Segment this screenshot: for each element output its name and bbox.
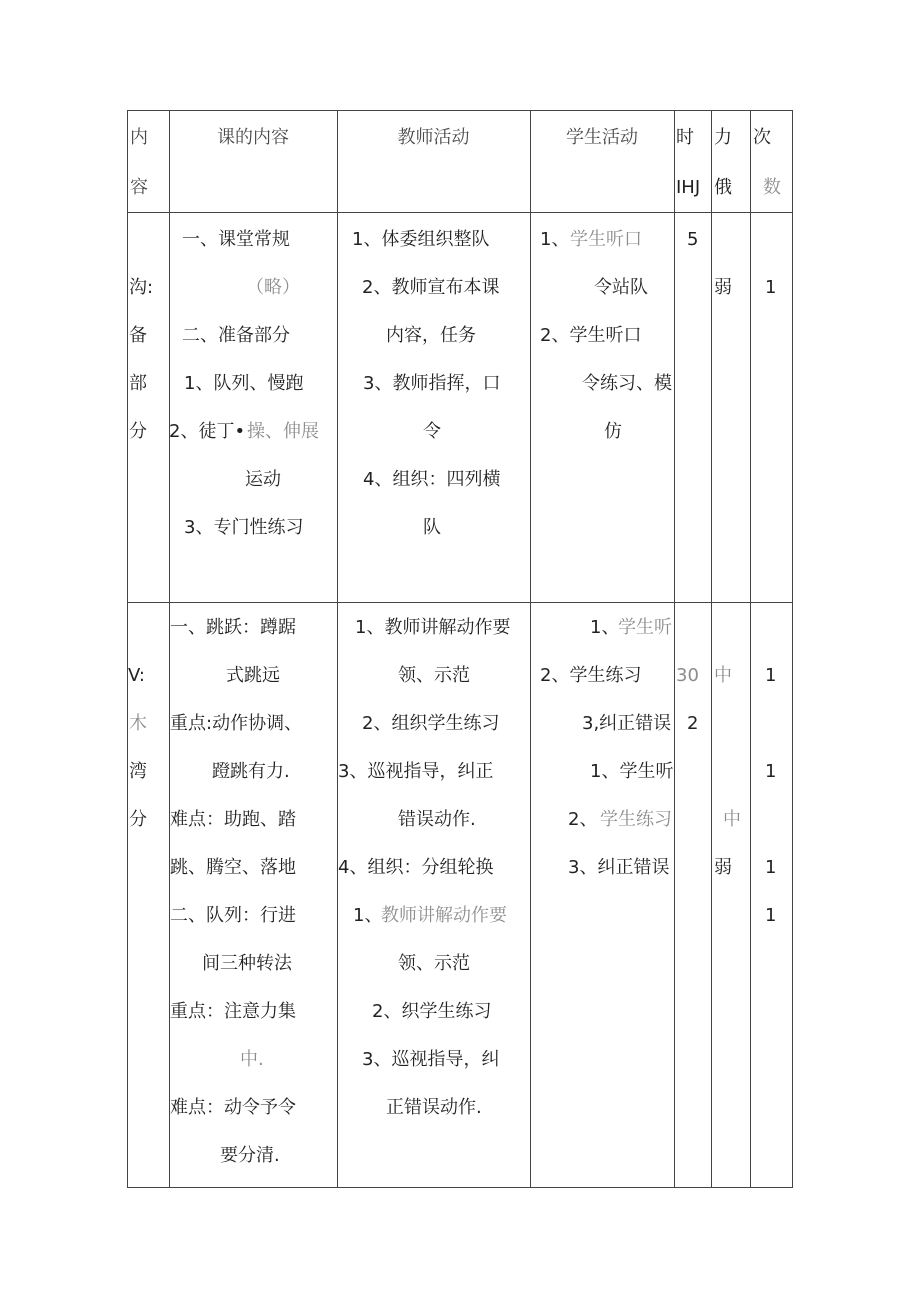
basic-count: 1 — [765, 905, 777, 926]
header-row — [127, 110, 793, 212]
basic-content-line: 一、跳跃：蹲踞 — [170, 617, 296, 638]
basic-time: 30 — [676, 665, 699, 686]
prep-section-label: 沟: — [129, 277, 154, 298]
prep-teacher-line: 1、体委组织整队 — [352, 229, 490, 250]
prep-content-line: 2、徒丁• — [169, 421, 246, 442]
header-count: 数 — [763, 177, 781, 198]
basic-count: 1 — [765, 665, 777, 686]
prep-content-line: 运动 — [245, 469, 281, 490]
basic-teacher-line: 2、织学生练习 — [372, 1001, 492, 1022]
prep-student-line: 2、学生听口 — [540, 325, 642, 346]
basic-content-line: 中. — [240, 1049, 264, 1070]
basic-content-line: 重点：注意力集 — [170, 1001, 296, 1022]
basic-teacher-line: 领、示范 — [398, 665, 470, 686]
basic-section-label: V: — [128, 665, 145, 686]
prep-content-line: （略） — [246, 277, 300, 298]
basic-teacher-line: 正错误动作. — [386, 1097, 482, 1118]
prep-content-line: 1、队列、慢跑 — [184, 373, 304, 394]
basic-student-line: 学生听 — [618, 617, 672, 638]
basic-teacher-line: 4、组织：分组轮换 — [338, 857, 494, 878]
basic-content-line: 跳、腾空、落地 — [170, 857, 296, 878]
basic-student-line: 学生练习 — [600, 809, 672, 830]
prep-content-line: 二、准备部分 — [182, 325, 290, 346]
basic-student-line: 1、学生听 — [590, 761, 674, 782]
header-section-label: 内 — [130, 127, 148, 148]
header-section-label: 容 — [130, 177, 148, 198]
header-intensity: 力 — [714, 127, 732, 148]
basic-teacher-line: 领、示范 — [398, 953, 470, 974]
header-student: 学生活动 — [566, 127, 638, 148]
basic-count: 1 — [765, 761, 777, 782]
prep-teacher-line: 4、组织：四列横 — [363, 469, 501, 490]
prep-intensity: 弱 — [714, 277, 732, 298]
header-content: 课的内容 — [217, 127, 289, 148]
basic-content-line: 式跳远 — [226, 665, 280, 686]
basic-section-label: 木 — [129, 713, 147, 734]
header-time: IHJ — [676, 177, 701, 198]
prep-teacher-line: 2、教师宣布本课 — [362, 277, 500, 298]
prep-student-line: 令站队 — [594, 277, 648, 298]
basic-content-line: 难点：助跑、踏 — [170, 809, 296, 830]
prep-content-line: 3、专门性练习 — [184, 517, 304, 538]
prep-content-line: 一、课堂常规 — [182, 229, 290, 250]
basic-teacher-line: 教师讲解动作要 — [381, 905, 507, 926]
basic-teacher-line: 2、组织学生练习 — [362, 713, 500, 734]
header-teacher: 教师活动 — [397, 127, 470, 148]
header-intensity: 俄 — [714, 177, 732, 198]
basic-content-line: 间三种转法 — [202, 953, 292, 974]
prep-count: 1 — [765, 277, 777, 298]
prep-section-label: 分 — [129, 421, 147, 442]
prep-teacher-line: 令 — [423, 421, 441, 442]
basic-teacher-line: 1、教师讲解动作要 — [355, 617, 511, 638]
prep-teacher-line: 队 — [423, 517, 441, 538]
prep-time: 5 — [687, 229, 699, 250]
header-time: 时 — [676, 127, 694, 148]
prep-section-label: 部 — [129, 373, 147, 394]
prep-section-label: 备 — [129, 325, 147, 346]
basic-section-row — [127, 602, 793, 1187]
basic-teacher-line: 3、巡视指导，纠 — [362, 1049, 500, 1070]
basic-teacher-line: 3、巡视指导，纠正 — [338, 761, 494, 782]
basic-section-label: 分 — [129, 809, 147, 830]
basic-section-label: 湾 — [129, 761, 147, 782]
prep-student-line: 令练习、模 — [582, 373, 672, 394]
lesson-plan-table — [127, 110, 793, 1188]
basic-content-line: 重点:动作协调、 — [170, 713, 303, 734]
basic-content-line: 难点：动令予令 — [170, 1097, 296, 1118]
prep-teacher-line: 内容，任务 — [386, 325, 476, 346]
basic-student-line: 2、 — [568, 809, 598, 830]
prep-teacher-line: 3、教师指挥，口 — [363, 373, 501, 394]
basic-time: 2 — [687, 713, 699, 734]
prep-student-line: 学生听口 — [570, 229, 642, 250]
prep-content-line: 操、伸展 — [247, 421, 319, 442]
basic-intensity: 中 — [723, 809, 741, 830]
prep-student-line: 仿 — [604, 421, 622, 442]
basic-count: 1 — [765, 857, 777, 878]
basic-intensity: 弱 — [714, 857, 732, 878]
prep-section-row — [127, 212, 793, 602]
basic-intensity: 中 — [714, 665, 732, 686]
basic-content-line: 要分清. — [220, 1145, 280, 1166]
basic-student-line: 1、 — [590, 617, 620, 638]
table-border-bottom — [127, 1187, 793, 1188]
basic-teacher-line: 1、 — [353, 905, 383, 926]
basic-student-line: 3,纠正错误 — [582, 713, 672, 734]
basic-student-line: 3、纠正错误 — [568, 857, 670, 878]
basic-student-line: 2、学生练习 — [540, 665, 642, 686]
basic-content-line: 二、队列：行进 — [170, 905, 296, 926]
basic-content-line: 蹬跳有力. — [212, 761, 290, 782]
header-count: 次 — [753, 127, 771, 148]
basic-teacher-line: 错误动作. — [398, 809, 476, 830]
prep-student-line: 1、 — [540, 229, 570, 250]
